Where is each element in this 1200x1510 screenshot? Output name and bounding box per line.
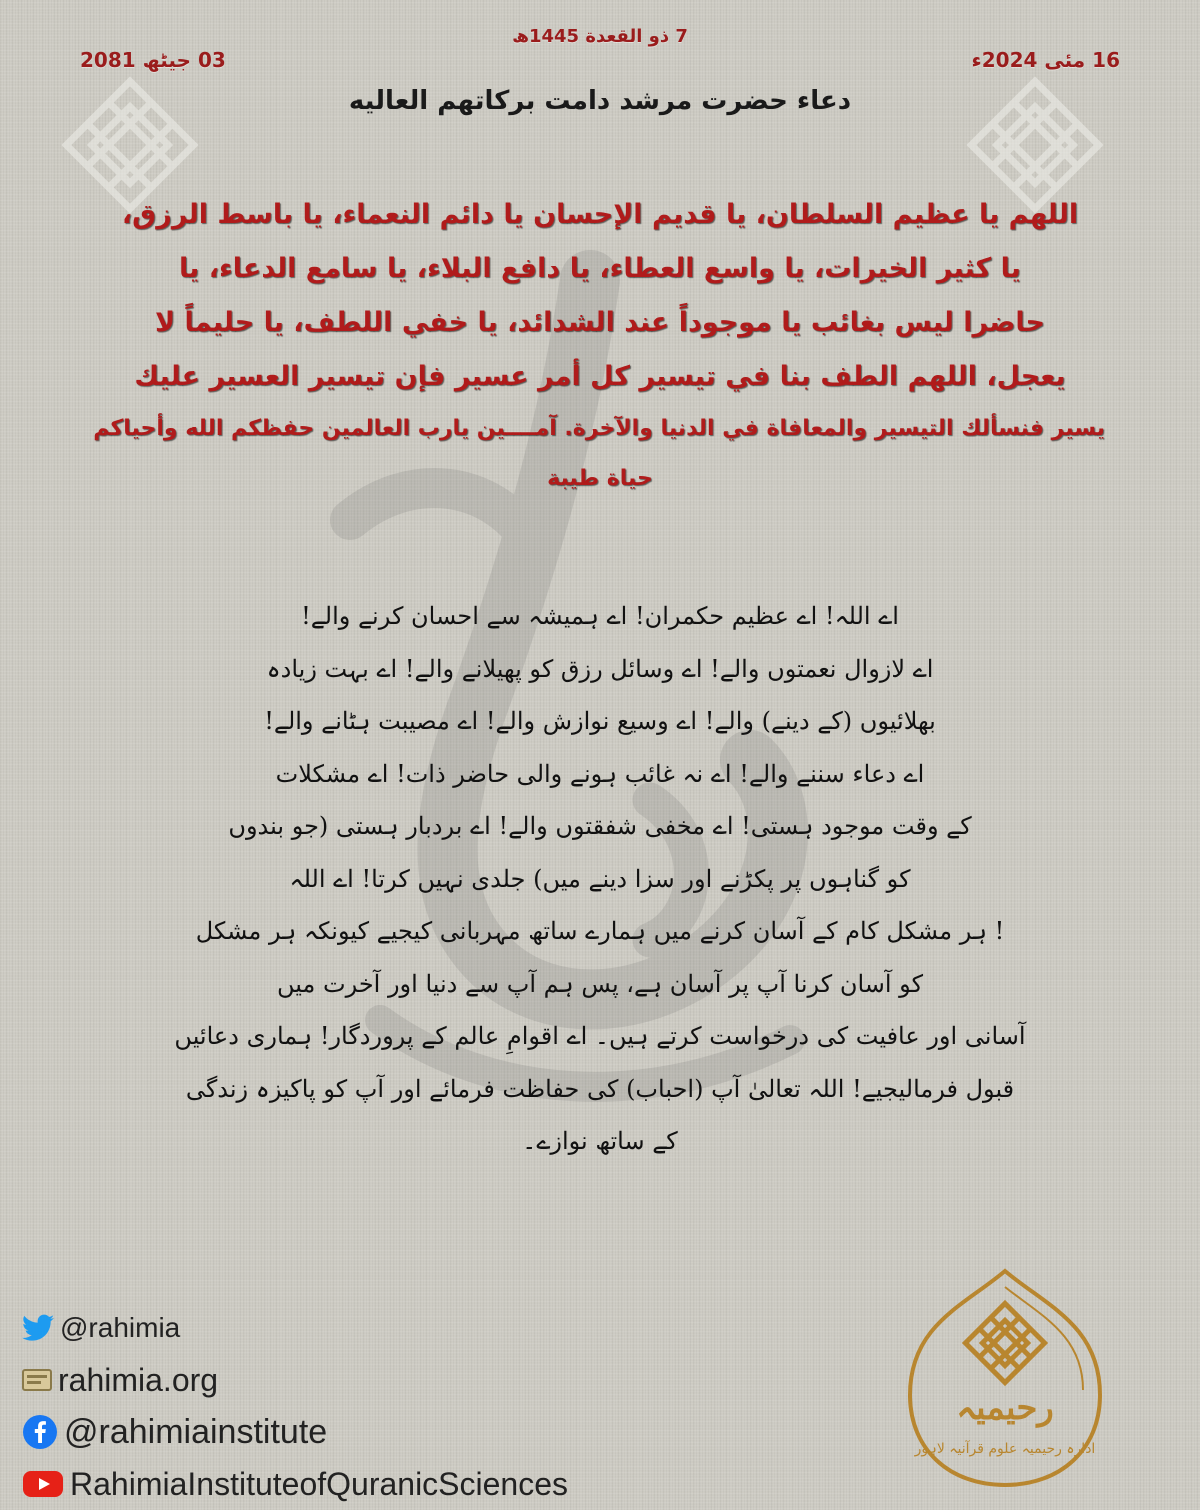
- arabic-line: يسير فنسألك التيسير والمعافاة في الدنيا والآخرة. آمــــين يارب العالمين حفظكم الله وأحياكم: [93, 416, 1105, 441]
- youtube-channel: RahimiaInstituteofQuranicSciences: [70, 1465, 569, 1502]
- arabic-line: حاضرا ليس بغائب يا موجوداً عند الشدائد، يا خفي اللطف، يا حليماً لا: [154, 307, 1046, 338]
- page-title: دعاء حضرت مرشد دامت برکاتهم العالیه: [348, 86, 852, 116]
- twitter-link[interactable]: [22, 1302, 568, 1354]
- facebook-icon: [22, 1414, 58, 1450]
- urdu-line: اے اللہ! اے عظیم حکمران! اے ہمیشہ سے احسان کرنے والے!: [301, 602, 899, 630]
- web-icon: [22, 1368, 52, 1392]
- urdu-line: کو آسان کرنا آپ پر آسان ہے، پس ہم آپ سے دنیا اور آخرت میں: [277, 969, 923, 998]
- youtube-link[interactable]: [22, 1458, 568, 1510]
- urdu-line: اے لازوال نعمتوں والے! اے وسائل رزق کو پھیلانے والے! اے بہت زیادہ: [266, 654, 934, 683]
- arabic-line: يا كثير الخيرات، يا واسع العطاء، يا دافع البلاء، يا سامع الدعاء، يا: [179, 253, 1021, 284]
- facebook-handle: @rahimiainstitute: [64, 1412, 328, 1451]
- arabic-line: حياة طيبة: [547, 466, 653, 491]
- hijri-date: 7 ذو القعدة 1445ھ: [512, 26, 688, 47]
- urdu-line: آسانی اور عافیت کی درخواست کرتے ہیں۔ اے اقوامِ عالم کے پروردگار! ہماری دعائیں: [174, 1022, 1026, 1050]
- urdu-line: قبول فرمالیجیے! اللہ تعالیٰ آپ (احباب) کی حفاظت فرمائے اور آپ کو پاکیزہ زندگی: [185, 1074, 1015, 1103]
- social-links: [22, 1302, 568, 1510]
- logo-name: رحیمیہ: [956, 1388, 1054, 1428]
- arabic-line: يعجل، اللهم الطف بنا في تيسير كل أمر عسير فإن تيسير العسير عليك: [134, 361, 1066, 392]
- logo-subtitle: ادارہ رحیمیہ علوم قرآنیہ لاہور: [914, 1441, 1096, 1457]
- twitter-handle: @rahimia: [60, 1312, 181, 1343]
- twitter-icon: [22, 1314, 54, 1342]
- rahimia-logo: [895, 1265, 1115, 1490]
- gregorian-date: 16 مئی 2024ء: [971, 48, 1120, 72]
- bikrami-date: 03 جیٹھ 2081: [80, 48, 226, 72]
- urdu-line: ! ہر مشکل کام کے آسان کرنے میں ہمارے ساتھ مہربانی کیجیے کیونکہ ہر مشکل: [195, 917, 1005, 945]
- urdu-translation: [150, 590, 1050, 1168]
- arabic-dua: [95, 188, 1105, 504]
- website-link[interactable]: [22, 1354, 568, 1406]
- arabic-line: اللهم يا عظيم السلطان، يا قديم الإحسان يا دائم النعماء، يا باسط الرزق،: [121, 199, 1079, 230]
- website-url: rahimia.org: [58, 1361, 219, 1398]
- urdu-line: بھلائیوں (کے دینے) والے! اے وسیع نوازش والے! اے مصیبت ہٹانے والے!: [264, 707, 936, 735]
- urdu-line: کو گناہوں پر پکڑنے اور سزا دینے میں) جلدی نہیں کرتا! اے اللہ: [289, 864, 911, 893]
- urdu-line: کے وقت موجود ہستی! اے مخفی شفقتوں والے! اے بردبار ہستی (جو بندوں: [228, 812, 972, 840]
- urdu-line: کے ساتھ نوازے۔: [522, 1127, 678, 1155]
- facebook-link[interactable]: [22, 1406, 568, 1458]
- urdu-line: اے دعاء سننے والے! اے نہ غائب ہونے والی حاضر ذات! اے مشکلات: [275, 759, 925, 788]
- youtube-icon: [22, 1469, 64, 1499]
